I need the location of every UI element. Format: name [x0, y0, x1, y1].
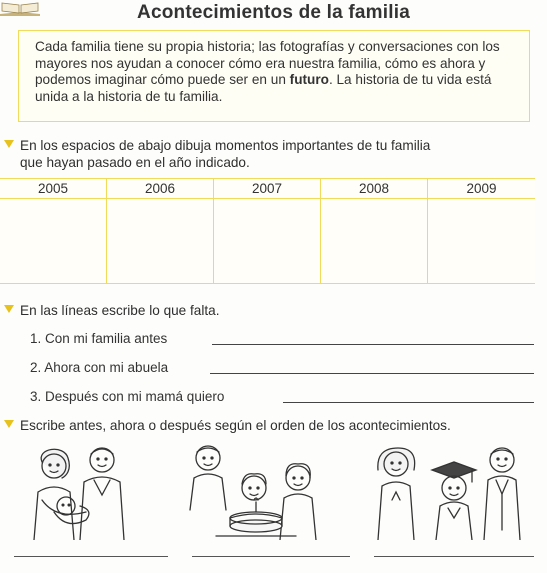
- year-drawing-grid: [0, 178, 535, 284]
- birthday-cake-illustration: [186, 440, 351, 540]
- year-label: 2009: [428, 179, 535, 199]
- year-cell[interactable]: [214, 179, 321, 283]
- year-label: 2007: [214, 179, 320, 199]
- year-label: 2005: [0, 179, 106, 199]
- year-label: 2006: [107, 179, 213, 199]
- intro-box: [18, 30, 530, 122]
- instruction-1: En los espacios de abajo dibuja momentos importantes de tu familia que hayan pasado en el año indicado.: [4, 138, 430, 171]
- instruction-2: En las líneas escribe lo que falta.: [4, 303, 220, 320]
- year-cell[interactable]: [321, 179, 428, 283]
- order-answer-line-3[interactable]: [374, 556, 534, 557]
- year-cell[interactable]: [0, 179, 107, 283]
- year-label: 2008: [321, 179, 427, 199]
- arrow-bullet-icon: [4, 305, 14, 313]
- year-cell[interactable]: [107, 179, 214, 283]
- order-answer-line-1[interactable]: [14, 556, 168, 557]
- intro-text: Cada familia tiene su propia historia; las fotografías y conversaciones con los mayores nos ayudan a conocer cómo era nuestra familia, cómo es ahora y podemos imaginar cómo puede ser en un futuro. La historia de tu vida está unida a la historia de tu familia.: [35, 39, 500, 104]
- answer-line-2[interactable]: [210, 373, 534, 374]
- fill-item-1: 1. Con mi familia antes: [30, 331, 168, 346]
- fill-item-3: 3. Después con mi mamá quiero: [30, 389, 225, 404]
- arrow-bullet-icon: [4, 420, 14, 428]
- page-title: Acontecimientos de la familia: [137, 2, 410, 23]
- answer-line-3[interactable]: [283, 402, 534, 403]
- intro-bold-word: futuro: [289, 72, 329, 88]
- order-answer-line-2[interactable]: [192, 556, 350, 557]
- family-with-baby-illustration: [14, 440, 174, 540]
- instruction-3: Escribe antes, ahora o después según el orden de los acontecimientos.: [4, 418, 451, 435]
- arrow-bullet-icon: [4, 140, 14, 148]
- graduation-illustration: [372, 440, 537, 540]
- year-cell[interactable]: [428, 179, 535, 283]
- fill-item-2: 2. Ahora con mi abuela: [30, 360, 169, 375]
- answer-line-1[interactable]: [212, 344, 534, 345]
